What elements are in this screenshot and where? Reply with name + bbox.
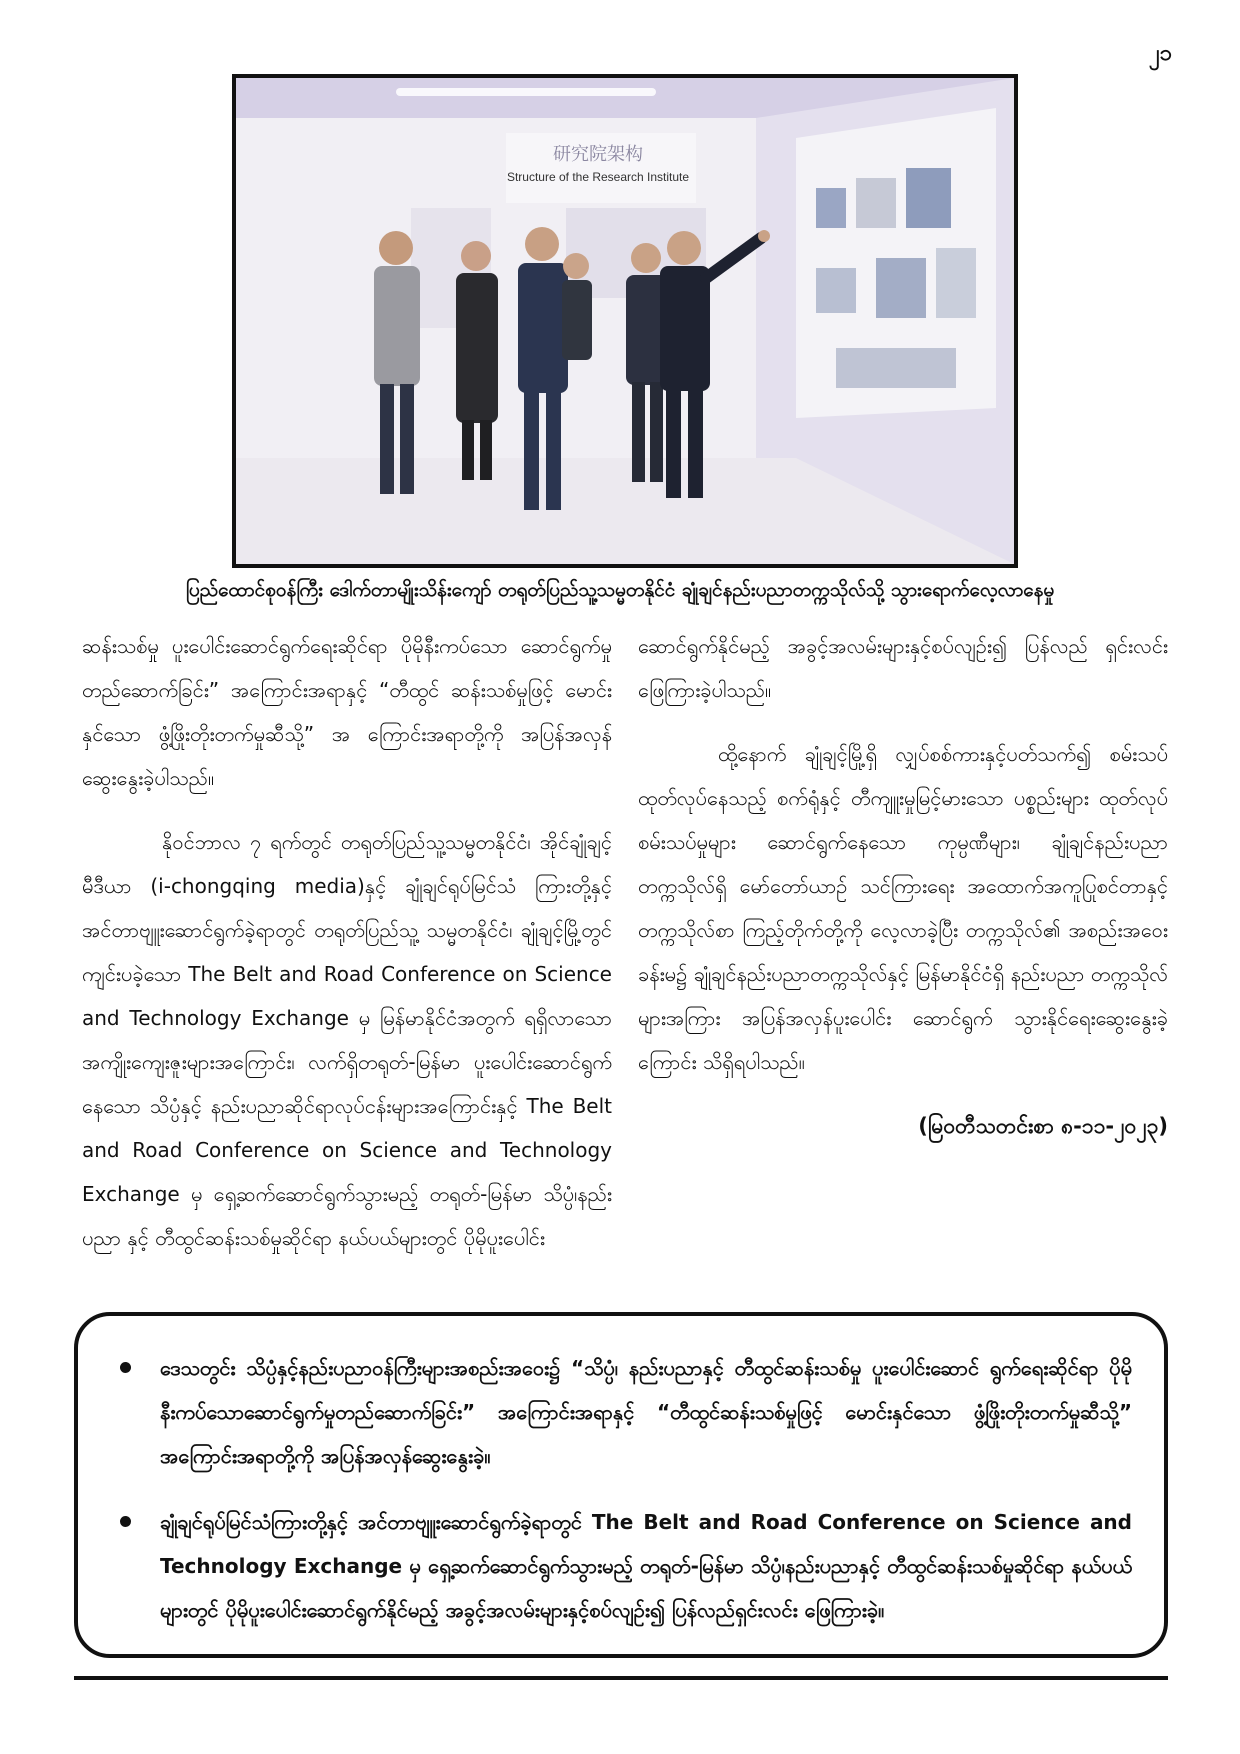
summary-item-text: ချုံချင်ရုပ်မြင်သံကြားတို့နှင့် အင်တာဗျူးဆောင်ရွက်ခဲ့ရာတွင် The Belt and Road Conference on Science and Technology Exchange မှ ရှေ့ဆက်ဆောင်ရွက်သွားမည့် တရုတ်-မြန်မာ သိပ္ပံ၊နည်းပညာနှင့် တီထွင်ဆန်းသစ်မှုဆိုင်ရာ နယ်ပယ်များတွင် ပိုမိုပူးပေါင်းဆောင်ရွက်နိုင်မည့် အခွင့်အလမ်းများနှင့်စပ်လျဉ်း၍ ပြန်လည်ရှင်းလင်း ဖြေကြားခဲ့။ bbox=[160, 1510, 1132, 1622]
summary-item bbox=[120, 1346, 1132, 1478]
wall-sign-chinese: 研究院架构 bbox=[553, 144, 643, 165]
photo-caption: ပြည်ထောင်စုဝန်ကြီး ဒေါက်တာမျိုးသိန်းကျော် တရုတ်ပြည်သူ့သမ္မတနိုင်ငံ ချုံချင်နည်းပညာတက္ကသိုလ်သို့ သွားရောက်လေ့လာနေမှု bbox=[185, 579, 1055, 601]
bottom-divider bbox=[74, 1676, 1168, 1680]
article-paragraph: နိုဝင်ဘာလ ၇ ရက်တွင် တရုတ်ပြည်သူ့သမ္မတနိုင်ငံ၊ အိုင်ချုံချင့်မီဒီယာ (i-chongqing media)နှင့် ချုံချင်ရုပ်မြင်သံ ကြားတို့နှင့် အင်တာဗျူးဆောင်ရွက်ခဲ့ရာတွင် တရုတ်ပြည်သူ့ သမ္မတနိုင်ငံ၊ ချုံချင့်မြို့တွင် ကျင်းပခဲ့သော The Belt and Road Conference on Science and Technology Exchange မှ မြန်မာနိုင်ငံအတွက် ရရှိလာသော အကျိုးကျေးဇူးများအကြောင်း၊ လက်ရှိတရုတ်-မြန်မာ ပူးပေါင်းဆောင်ရွက်နေသော သိပ္ပံနှင့် နည်းပညာဆိုင်ရာလုပ်ငန်းများအကြောင်းနှင့် The Belt and Road Conference on Science and Technology Exchange မှ ရှေ့ဆက်ဆောင်ရွက်သွားမည့် တရုတ်-မြန်မာ သိပ္ပံ၊နည်းပညာ နှင့် တီထွင်ဆန်းသစ်မှုဆိုင်ရာ နယ်ပယ်များတွင် ပိုမိုပူးပေါင်း bbox=[82, 830, 612, 1250]
bullet-icon bbox=[120, 1516, 131, 1527]
article-source: (မြဝတီသတင်းစာ ၈-၁၁-၂၀၂၃) bbox=[918, 1114, 1168, 1138]
article-paragraph: ထို့နောက် ချုံချင့်မြို့ရှိ လျှပ်စစ်ကားနှင့်ပတ်သက်၍ စမ်းသပ်ထုတ်လုပ်နေသည့် စက်ရုံနှင့် တီကျူးမှုမြင့်မားသော ပစ္စည်းများ ထုတ်လုပ်စမ်းသပ်မှုများ ဆောင်ရွက်နေသော ကုမ္ပဏီများ၊ ချုံချင်နည်းပညာတက္ကသိုလ်ရှိ မော်တော်ယာဉ် သင်ကြားရေး အထောက်အကူပြုစင်တာနှင့် တက္ကသိုလ်စာ ကြည့်တိုက်တို့ကို လေ့လာခဲ့ပြီး တက္ကသိုလ်၏ အစည်းအဝေး ခန်းမ၌ ချုံချင်နည်းပညာတက္ကသိုလ်နှင့် မြန်မာနိုင်ငံရှိ နည်းပညာ တက္ကသိုလ်များအကြား အပြန်အလှန်ပူးပေါင်း ဆောင်ရွက် သွားနိုင်ရေးဆွေးနွေးခဲ့ကြောင်း သိရှိရပါသည်။ bbox=[638, 742, 1168, 1074]
wall-sign-english: Structure of the Research Institute bbox=[506, 170, 690, 184]
article-right-column bbox=[638, 624, 1168, 1148]
article-paragraph: ဆန်းသစ်မှု ပူးပေါင်းဆောင်ရွက်ရေးဆိုင်ရာ ပိုမိုနီးကပ်သော ဆောင်ရွက်မှုတည်ဆောက်ခြင်း” အကြောင်းအရာနှင့် “တီထွင် ဆန်းသစ်မှုဖြင့် မောင်းနှင်သော ဖွံ့ဖြိုးတိုးတက်မှုဆီသို့” အ ကြောင်းအရာတို့ကို အပြန်အလှန် ဆွေးနွေးခဲ့ပါသည်။ bbox=[82, 634, 612, 790]
photo-scene bbox=[236, 78, 1014, 564]
article-paragraph: ဆောင်ရွက်နိုင်မည့် အခွင့်အလမ်းများနှင့်စပ်လျဉ်း၍ ပြန်လည် ရှင်းလင်းဖြေကြားခဲ့ပါသည်။ bbox=[638, 634, 1168, 702]
page-number: ၂၁ bbox=[1148, 41, 1172, 66]
article-left-column bbox=[82, 624, 612, 1280]
article-photo bbox=[232, 74, 1018, 568]
bullet-icon bbox=[120, 1362, 131, 1373]
summary-item-text: ဒေသတွင်း သိပ္ပံနှင့်နည်းပညာဝန်ကြီးများအစည်းအဝေး၌ “သိပ္ပံ၊ နည်းပညာနှင့် တီထွင်ဆန်းသစ်မှု ပူးပေါင်းဆောင် ရွက်ရေးဆိုင်ရာ ပိုမိုနီးကပ်သောဆောင်ရွက်မှုတည်ဆောက်ခြင်း” အကြောင်းအရာနှင့် “တီထွင်ဆန်းသစ်မှုဖြင့် မောင်းနှင်သော ဖွံ့ဖြိုးတိုးတက်မှုဆီသို့” အကြောင်းအရာတို့ကို အပြန်အလှန်ဆွေးနွေးခဲ့။ bbox=[160, 1356, 1132, 1468]
summary-item bbox=[120, 1500, 1132, 1632]
summary-box bbox=[74, 1312, 1168, 1658]
summary-list bbox=[120, 1346, 1132, 1632]
